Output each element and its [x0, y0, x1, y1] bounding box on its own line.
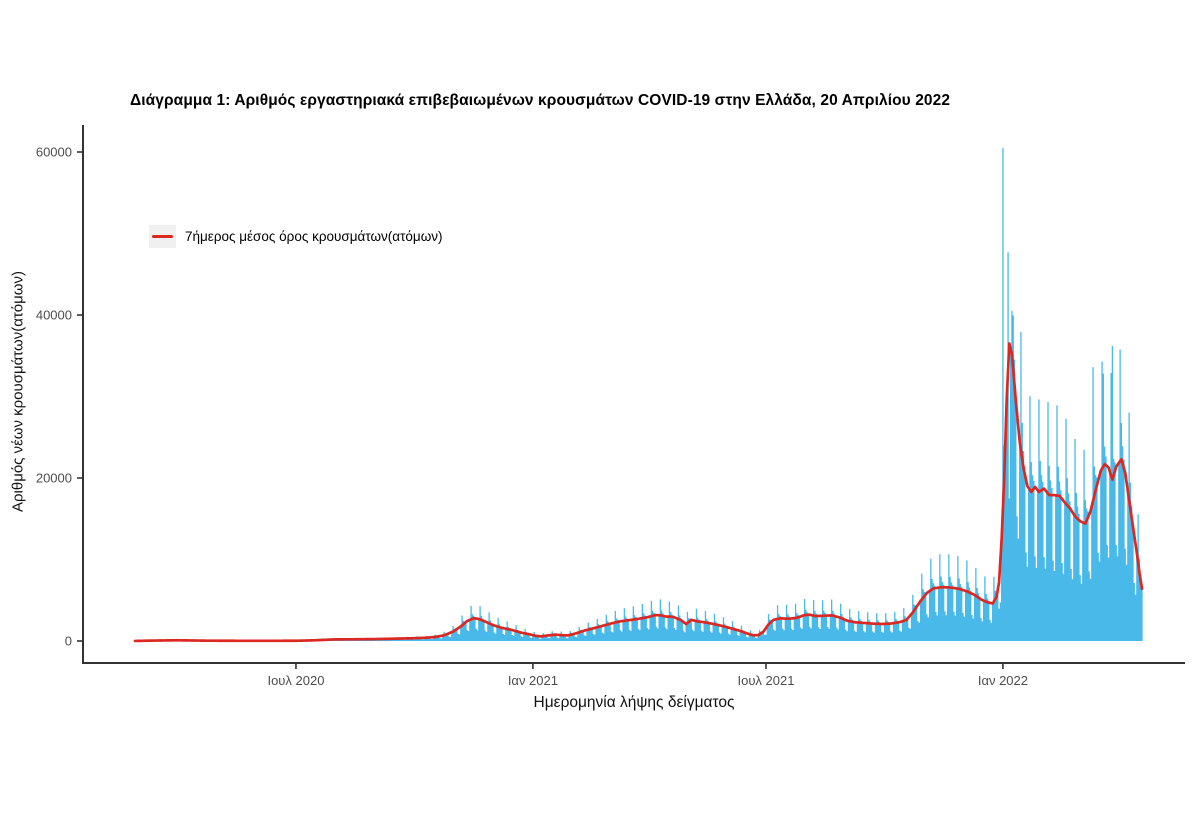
avg7-line	[135, 344, 1142, 641]
legend-label: 7ήμερος μέσος όρος κρουσμάτων(ατόμων)	[185, 229, 443, 244]
x-tick-label: Ιουλ 2021	[737, 673, 795, 688]
chart-title: Διάγραμμα 1: Αριθμός εργαστηριακά επιβεβαιωμένων κρουσμάτων COVID-19 στην Ελλάδα, 20 Απριλίου 2022	[130, 92, 951, 109]
x-axis-title: Ημερομηνία λήψης δείγματος	[533, 694, 735, 711]
y-axis-title: Αριθμός νέων κρουσμάτων(ατόμων)	[9, 270, 27, 513]
y-tick-label: 60000	[35, 144, 72, 160]
x-tick-label: Ιουλ 2020	[267, 673, 325, 688]
y-tick-label: 0	[64, 633, 72, 649]
bars-series	[147, 148, 1142, 641]
y-tick-label: 40000	[35, 307, 72, 323]
x-tick-label: Ιαν 2021	[507, 673, 558, 688]
legend-line-swatch	[152, 235, 173, 239]
legend-key	[149, 225, 176, 248]
y-tick-label: 20000	[35, 470, 72, 486]
chart-legend	[149, 225, 442, 248]
x-tick-label: Ιαν 2022	[977, 673, 1029, 688]
